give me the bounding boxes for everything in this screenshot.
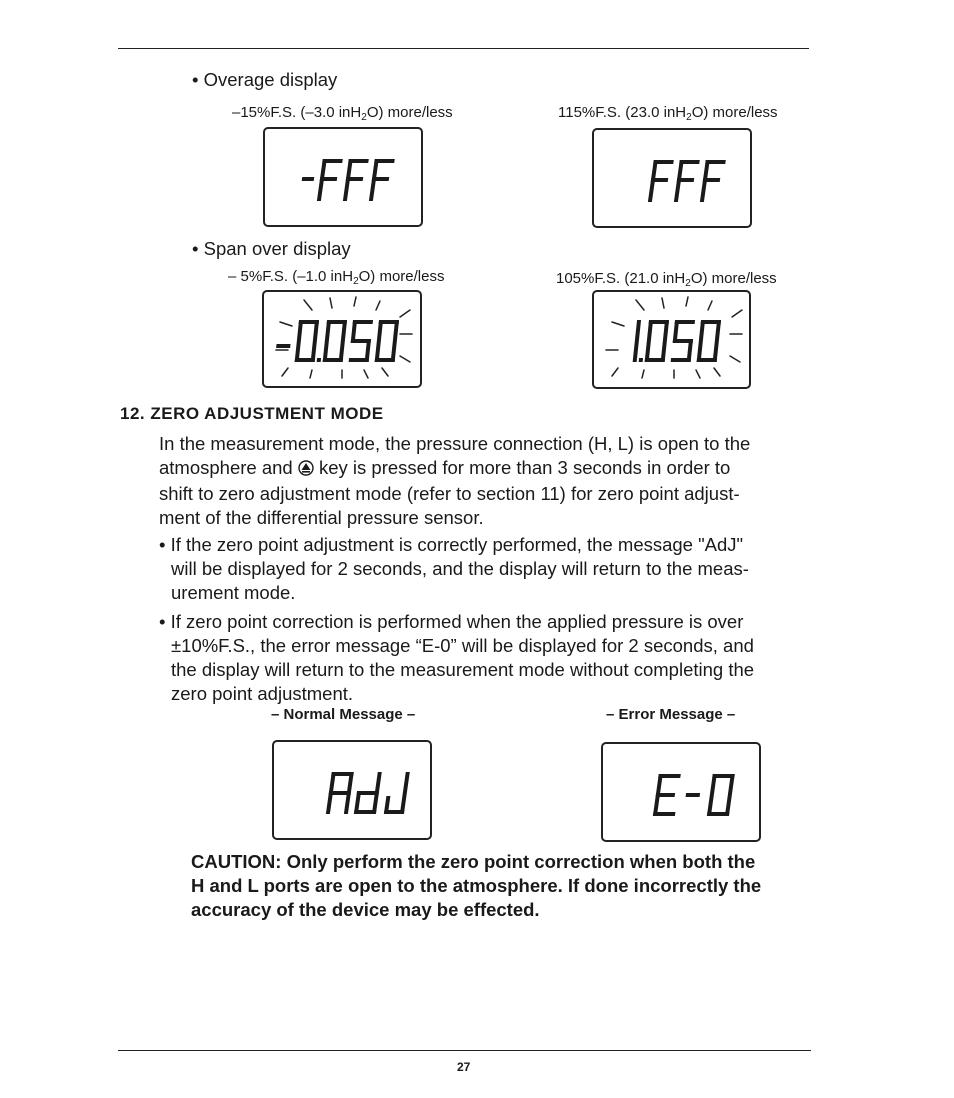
para-line: In the measurement mode, the pressure connection (H, L) is open to the — [159, 433, 751, 454]
para-line: ment of the differential pressure sensor. — [159, 507, 484, 528]
bullet-line: the display will return to the measurement mode without completing the — [171, 659, 755, 680]
lcd-digit-f — [369, 159, 395, 201]
lcd-error-e0-glyphs — [603, 744, 759, 840]
lcd-digit-f — [674, 160, 700, 202]
span-right-label: 105%F.S. (21.0 inH$_2$O) more/less — [556, 270, 777, 289]
lcd-digit-5 — [671, 320, 695, 362]
bottom-rule — [118, 1050, 811, 1051]
caution-line: CAUTION: Only perform the zero point correction when both the — [191, 851, 756, 872]
bullet-line: will be displayed for 2 seconds, and the display will return to the meas- — [171, 558, 749, 579]
lcd-digit-a — [326, 772, 354, 814]
lcd-digit-f — [700, 160, 726, 202]
lcd-span-positive — [592, 290, 751, 389]
lcd-digit-5 — [349, 320, 373, 362]
error-message-label: – Error Message – — [606, 706, 736, 723]
lcd-overage-negative — [263, 127, 423, 227]
lcd-digit-d — [354, 772, 382, 814]
lcd-digit-f — [343, 159, 369, 201]
lcd-digit-0 — [375, 320, 399, 362]
top-rule — [118, 48, 809, 49]
lcd-digit-f — [648, 160, 674, 202]
bullet-correct-adjustment — [159, 533, 749, 605]
lcd-digit-j — [384, 772, 410, 814]
overage-right-label: 115%F.S. (23.0 inH$_2$O) more/less — [558, 104, 778, 123]
lcd-digit-0 — [697, 320, 721, 362]
zero-key-icon — [298, 458, 314, 482]
lcd-overage-negative-glyphs — [265, 129, 421, 225]
lcd-normal-adj-glyphs — [274, 742, 430, 838]
page-number: 27 — [457, 1060, 471, 1074]
bullet-line: urement mode. — [171, 582, 296, 603]
lcd-digit-0 — [707, 774, 735, 816]
para-line: shift to zero adjustment mode (refer to section 11) for zero point adjust- — [159, 483, 740, 504]
caution-line: accuracy of the device may be effected. — [191, 899, 540, 920]
lcd-digit-f — [317, 159, 343, 201]
lcd-span-positive-glyphs — [594, 292, 749, 387]
lcd-digit-e — [653, 774, 681, 816]
bullet-line: ±10%F.S., the error message “E-0” will be displayed for 2 seconds, and — [171, 635, 754, 656]
section-heading: 12. ZERO ADJUSTMENT MODE — [120, 404, 384, 423]
lcd-overage-positive-glyphs — [594, 130, 750, 226]
lcd-digit-0 — [323, 320, 347, 362]
bullet-line: zero point adjustment. — [171, 683, 354, 704]
span-left-label: – 5%F.S. (–1.0 inH$_2$O) more/less — [228, 268, 445, 287]
lcd-span-negative-glyphs — [264, 292, 420, 386]
lcd-digit-0 — [645, 320, 669, 362]
bullet-line: • If zero point correction is performed when the applied pressure is over — [159, 611, 744, 632]
para-line-with-key: atmosphere and key is pressed for more than 3 seconds in order to — [159, 456, 750, 482]
section-paragraph — [159, 432, 750, 530]
normal-message-label: – Normal Message – — [271, 706, 416, 723]
lcd-error-e0 — [601, 742, 761, 842]
overage-bullet: • Overage display — [192, 69, 338, 90]
overage-left-label: –15%F.S. (–3.0 inH$_2$O) more/less — [232, 104, 453, 123]
lcd-span-negative — [262, 290, 422, 388]
bullet-line: • If the zero point adjustment is correctly performed, the message "AdJ" — [159, 534, 744, 555]
bullet-error-correction — [159, 610, 754, 706]
caution-note — [191, 850, 761, 922]
lcd-digit-0 — [295, 320, 319, 362]
lcd-normal-adj — [272, 740, 432, 840]
caution-line: H and L ports are open to the atmosphere. If done incorrectly the — [191, 875, 762, 896]
lcd-overage-positive — [592, 128, 752, 228]
span-bullet: • Span over display — [192, 238, 351, 259]
